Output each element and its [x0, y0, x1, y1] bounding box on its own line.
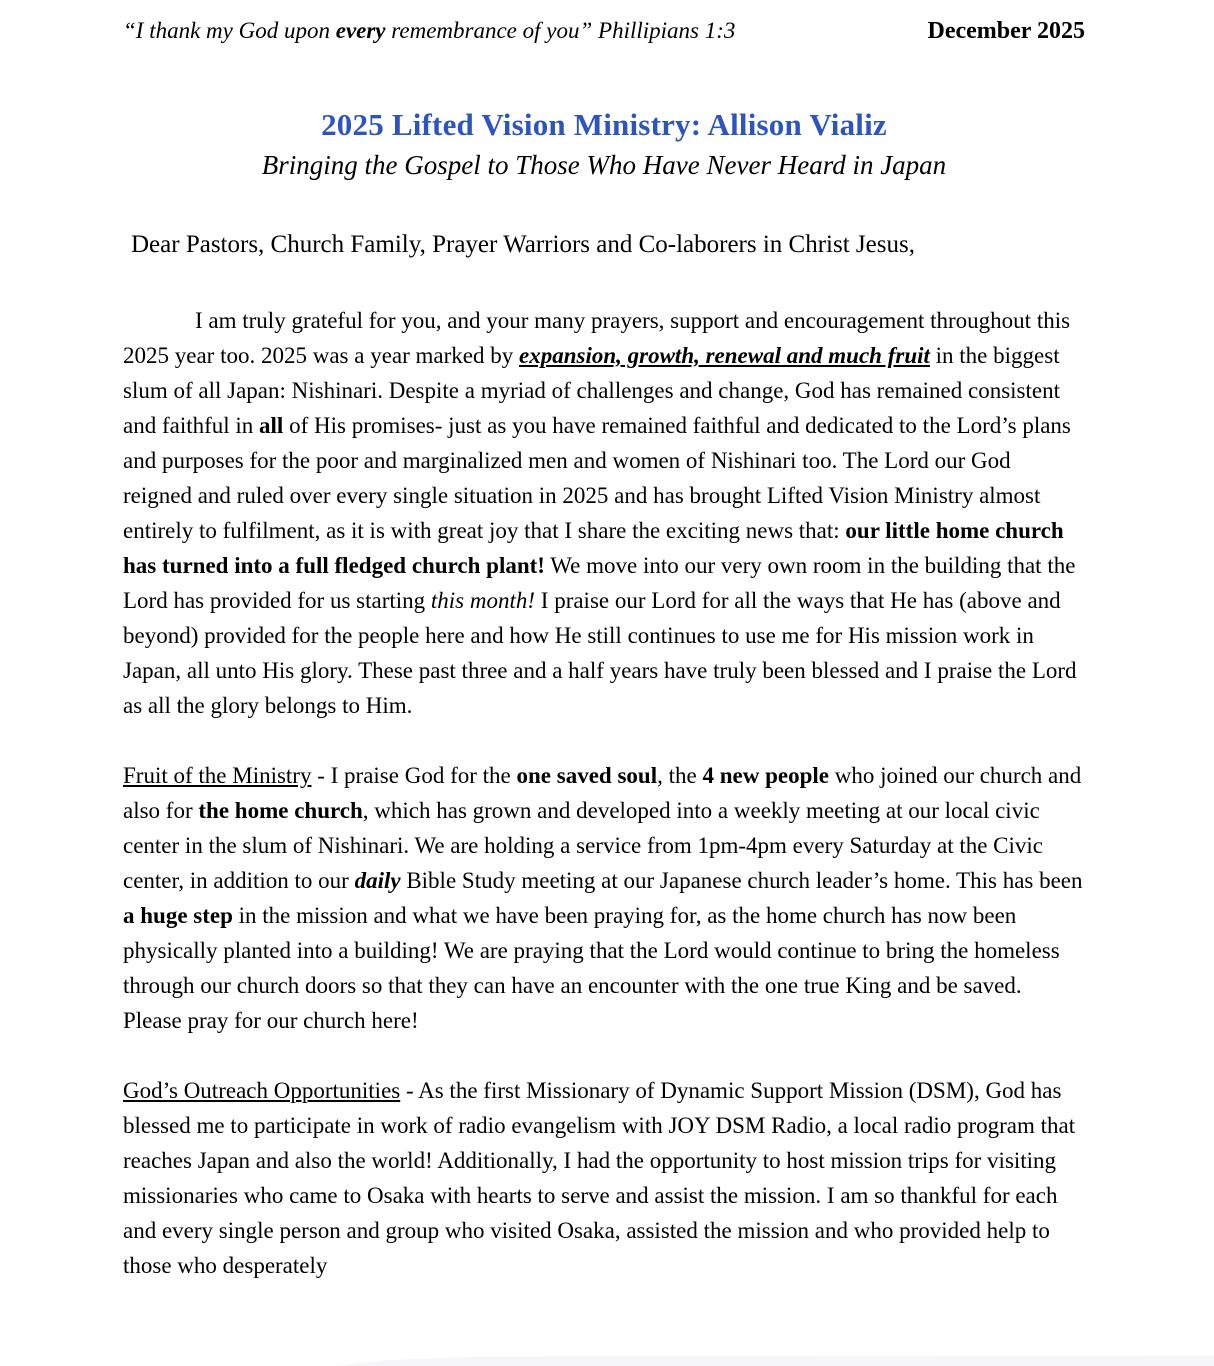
text-run: in the mission and what we have been praying for, as the home church has now been physically planted into a building! We are praying that the Lord would continue to bring the homeless through our church doors so that they can have an encounter with the one true King and be saved. Please pray for our church here!: [123, 903, 1060, 1033]
issue-date: December 2025: [927, 18, 1085, 44]
text-run: expansion, growth, renewal and much fruit: [519, 343, 930, 368]
newsletter-subtitle: Bringing the Gospel to Those Who Have Never Heard in Japan: [261, 150, 947, 180]
text-run: We move into our very own room in the building that the Lord has provided for us starting: [123, 553, 1076, 613]
paragraph-2: [123, 758, 1085, 1038]
text-run: , the: [657, 763, 703, 788]
text-run: the home church: [198, 798, 363, 823]
paragraph-3: [123, 1073, 1085, 1283]
body-paragraphs: [123, 303, 1085, 1283]
page-header: [123, 18, 1085, 45]
text-run: Fruit of the Ministry: [123, 763, 312, 788]
paragraph-1: [123, 303, 1085, 723]
cropped-photo-top-edge: [335, 1353, 1214, 1366]
text-run: God’s Outreach Opportunities: [123, 1078, 401, 1103]
text-run: “I thank my God upon: [123, 18, 336, 43]
text-run: - I praise God for the: [311, 763, 517, 788]
salutation: Dear Pastors, Church Family, Prayer Warriors and Co-laborers in Christ Jesus,: [131, 231, 915, 258]
text-run: Bible Study meeting at our Japanese church leader’s home. This has been: [400, 868, 1083, 893]
text-run: our little home church has turned into a full fledged church plant!: [123, 518, 1064, 578]
text-run: all: [259, 413, 284, 438]
newsletter-title: 2025 Lifted Vision Ministry: Allison Vializ: [321, 107, 887, 142]
text-run: who joined our church and also for: [123, 763, 1082, 823]
scripture-quote: [123, 18, 735, 44]
text-run: , which has grown and developed into a weekly meeting at our local civic center in the slum of Nishinari. We are holding a service from 1pm-4pm every Saturday at the Civic center, in addition to our: [123, 798, 1044, 893]
text-run: daily: [354, 868, 401, 893]
text-run: 4 new people: [702, 763, 829, 788]
text-run: every: [335, 18, 386, 43]
text-run: I praise our Lord for all the ways that He has (above and beyond) provided for the people here and how He still continues to use me for His mission work in Japan, all unto His glory. These past three and a half years have truly been blessed and I praise the Lord as all the glory belongs to Him.: [123, 588, 1077, 718]
text-run: remembrance of you” Phillipians 1:3: [385, 18, 736, 43]
text-run: a huge step: [123, 903, 233, 928]
text-run: this month!: [430, 588, 536, 613]
text-run: - As the first Missionary of Dynamic Support Mission (DSM), God has blessed me to participate in work of radio evangelism with JOY DSM Radio, a local radio program that reaches Japan and also the world! Additionally, I had the opportunity to host mission trips for visiting missionaries who came to Osaka with hearts to serve and assist the mission. I am so thankful for each and every single person and group who visited Osaka, assisted the mission and who provided help to those who desperately: [123, 1078, 1076, 1278]
text-run: I am truly grateful for you, and your many prayers, support and encouragement throughout this 2025 year too. 2025 was a year marked by: [123, 308, 1071, 368]
text-run: in the biggest slum of all Japan: Nishinari. Despite a myriad of challenges and change, God has remained consistent and faithful in: [123, 343, 1060, 438]
text-run: of His promises- just as you have remained faithful and dedicated to the Lord’s plans and purposes for the poor and marginalized men and women of Nishinari too. The Lord our God reigned and ruled over every single situation in 2025 and has brought Lifted Vision Ministry almost entirely to fulfilment, as it is with great joy that I share the exciting news that:: [123, 413, 1071, 543]
text-run: one saved soul: [516, 763, 658, 788]
